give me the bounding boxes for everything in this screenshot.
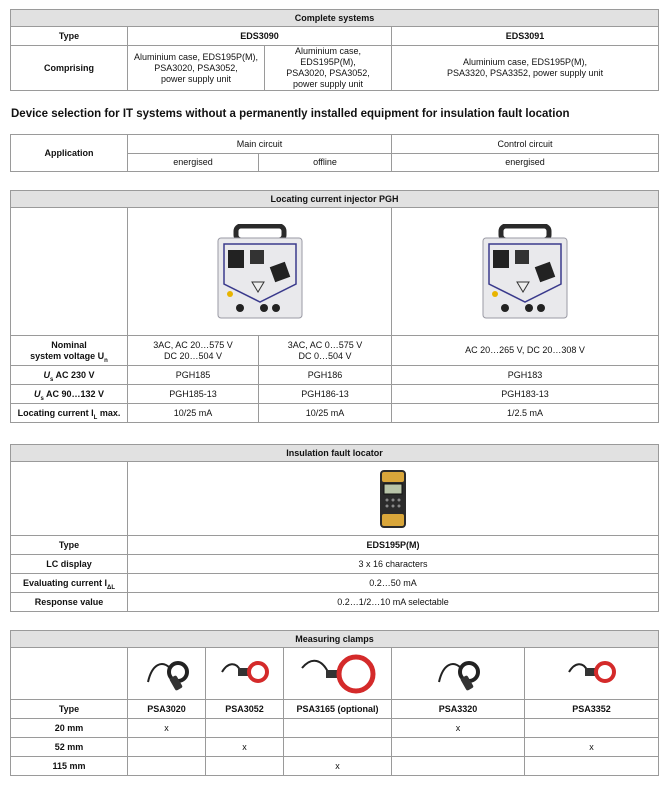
locating-sub: L — [93, 414, 98, 421]
complete-systems-table — [10, 9, 659, 91]
clamp-mark — [206, 757, 284, 776]
psa3165-clamp-image — [298, 652, 378, 696]
psa3320-clamp-image — [433, 654, 483, 694]
energised-control: energised — [392, 154, 659, 172]
clamp-type: PSA3020 — [128, 700, 206, 719]
locator-image-cell — [128, 462, 659, 536]
eds195p-device-image — [376, 468, 410, 530]
comprising-line: Aluminium case, EDS195P(M), — [133, 51, 259, 62]
nominal-label-line — [13, 351, 125, 362]
comprising-line: power supply unit — [160, 73, 232, 84]
nominal-label-line: Nominal — [51, 339, 87, 350]
section-heading: Device selection for IT systems without a permanently installed equipment for insulation fault location — [11, 108, 570, 120]
pgh183-device-image — [475, 224, 575, 320]
comprising-line: PSA3020, PSA3052, — [154, 62, 238, 73]
clamp-size-label: 52 mm — [11, 738, 128, 757]
us90-value: PGH186-13 — [259, 385, 392, 404]
locating-rest: max. — [97, 407, 121, 418]
comprising-line: power supply unit — [292, 79, 364, 89]
nominal-line: DC 20…504 V — [163, 350, 223, 361]
clamp-mark — [284, 738, 392, 757]
nominal-line: DC 0…504 V — [298, 350, 352, 361]
lc-display-value: 3 x 16 characters — [128, 555, 659, 574]
pgh185-nominal — [128, 336, 259, 366]
clamp-mark — [284, 719, 392, 738]
clamp-size-label: 115 mm — [11, 757, 128, 776]
us90-value: PGH183-13 — [392, 385, 659, 404]
clamp-mark — [128, 757, 206, 776]
clamp-mark — [525, 719, 659, 738]
us-symbol: U — [43, 369, 50, 380]
eds3090-comprising-b — [265, 46, 392, 91]
clamps-type-label: Type — [11, 700, 128, 719]
clamp-mark — [206, 719, 284, 738]
us-sub: s — [40, 395, 44, 402]
psa3052-clamp-image — [218, 654, 272, 694]
clamp-mark — [392, 757, 525, 776]
eds3091-type: EDS3091 — [392, 27, 659, 46]
evaluating-current-label — [11, 574, 128, 593]
clamp-mark: x — [525, 738, 659, 757]
us230-rest: AC 230 V — [53, 369, 95, 380]
clamp-mark: x — [206, 738, 284, 757]
nominal-label-text: system voltage U — [30, 350, 105, 361]
psa3320-image-cell — [392, 648, 525, 700]
eds3091-comprising — [392, 46, 659, 91]
pgh185-device-image — [210, 224, 310, 320]
us-sub: s — [49, 376, 54, 383]
us90-value: PGH185-13 — [128, 385, 259, 404]
clamps-title: Measuring clamps — [11, 631, 659, 648]
psa3352-clamp-image — [565, 654, 619, 694]
clamp-size-label: 20 mm — [11, 719, 128, 738]
psa3352-image-cell — [525, 648, 659, 700]
application-table — [10, 134, 659, 172]
locator-title: Insulation fault locator — [11, 445, 659, 462]
psa3165-image-cell — [284, 648, 392, 700]
eval-text: Evaluating current I — [22, 577, 108, 588]
application-label: Application — [11, 135, 128, 172]
pgh-image-cell-2 — [392, 208, 659, 336]
clamps-image-blank — [11, 648, 128, 700]
pgh183-nominal: AC 20…265 V, DC 20…308 V — [392, 336, 659, 366]
us90-rest: AC 90…132 V — [43, 388, 105, 399]
us230-label — [11, 366, 128, 385]
us-symbol: U — [33, 388, 41, 399]
clamp-mark — [128, 738, 206, 757]
clamp-type: PSA3320 — [392, 700, 525, 719]
comprising-line: PSA3320, PSA3352, power supply unit — [446, 68, 604, 78]
nominal-line: 3AC, AC 20…575 V — [153, 339, 233, 350]
us230-value: PGH186 — [259, 366, 392, 385]
locating-value: 1/2.5 mA — [392, 404, 659, 423]
clamp-type: PSA3352 — [525, 700, 659, 719]
pgh-table — [10, 190, 659, 423]
pgh-title: Locating current injector PGH — [11, 191, 659, 208]
pgh186-nominal — [259, 336, 392, 366]
response-value-label: Response value — [11, 593, 128, 612]
locating-label — [11, 404, 128, 423]
pgh-image-blank — [11, 208, 128, 336]
psa3020-image-cell — [128, 648, 206, 700]
response-value: 0.2…1/2…10 mA selectable — [128, 593, 659, 612]
us230-value: PGH185 — [128, 366, 259, 385]
nominal-label — [11, 336, 128, 366]
eval-sub: ΔL — [107, 584, 115, 591]
locating-text: Locating current I — [17, 407, 94, 418]
type-label: Type — [11, 27, 128, 46]
comprising-label: Comprising — [11, 46, 128, 91]
psa3020-clamp-image — [142, 654, 192, 694]
offline-main: offline — [259, 154, 392, 172]
eds3090-type: EDS3090 — [128, 27, 392, 46]
energised-main: energised — [128, 154, 259, 172]
us230-value: PGH183 — [392, 366, 659, 385]
comprising-line: Aluminium case, EDS195P(M), — [463, 57, 588, 67]
clamp-mark: x — [392, 719, 525, 738]
nominal-sub: n — [104, 357, 108, 364]
complete-systems-title: Complete systems — [11, 10, 659, 27]
locator-table — [10, 444, 659, 612]
locating-value: 10/25 mA — [128, 404, 259, 423]
nominal-line: 3AC, AC 0…575 V — [287, 339, 363, 350]
locator-type-value: EDS195P(M) — [128, 536, 659, 555]
clamp-mark — [392, 738, 525, 757]
locator-image-blank — [11, 462, 128, 536]
clamp-type: PSA3165 (optional) — [284, 700, 392, 719]
comprising-line: PSA3020, PSA3052, — [286, 68, 370, 78]
pgh-image-cell-1 — [128, 208, 392, 336]
control-circuit: Control circuit — [392, 135, 659, 154]
eds3090-comprising-a — [128, 46, 265, 91]
evaluating-current-value: 0.2…50 mA — [128, 574, 659, 593]
psa3052-image-cell — [206, 648, 284, 700]
locator-type-label: Type — [11, 536, 128, 555]
us90-label — [11, 385, 128, 404]
clamps-table — [10, 630, 659, 776]
comprising-line: Aluminium case, EDS195P(M), — [294, 46, 362, 67]
clamp-mark — [525, 757, 659, 776]
clamp-type: PSA3052 — [206, 700, 284, 719]
clamp-mark: x — [128, 719, 206, 738]
locating-value: 10/25 mA — [259, 404, 392, 423]
main-circuit: Main circuit — [128, 135, 392, 154]
lc-display-label: LC display — [11, 555, 128, 574]
clamp-mark: x — [284, 757, 392, 776]
